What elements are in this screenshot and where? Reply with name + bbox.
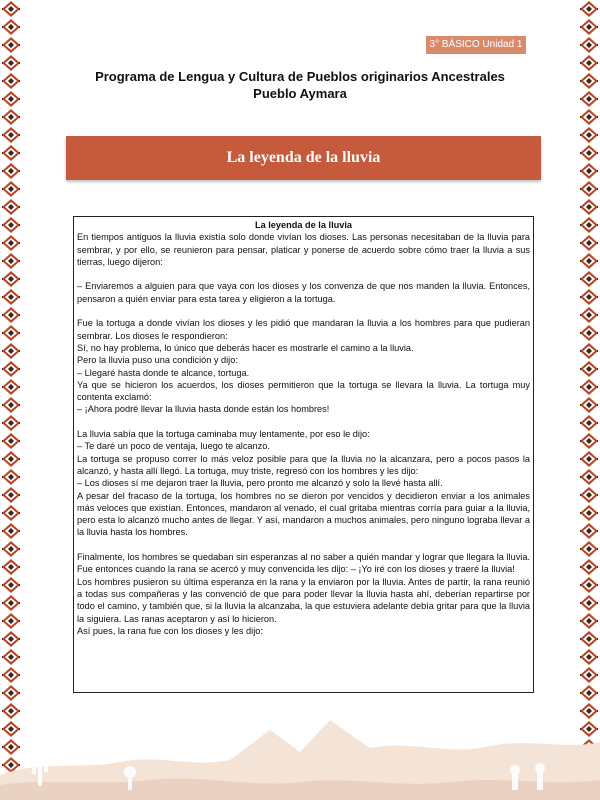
grade-unit-badge: 3° BÁSICO Unidad 1: [426, 36, 526, 54]
story-box: [73, 216, 534, 693]
story-paragraph: Sí, no hay problema, lo único que deberás hacer es mostrarle el camino a la lluvia.: [77, 342, 414, 353]
story-paragraph: Finalmente, los hombres se quedaban sin esperanzas al no saber a quién mandar y lograr que llegara la lluvia. Fue entonces cuando la rana se acercó y muy convencida les dijo: – ¡Yo iré con los dioses y traeré la lluvia!: [77, 552, 530, 575]
story-paragraph: La lluvia sabía que la tortuga caminaba muy lentamente, por eso le dijo:: [77, 429, 370, 440]
story-paragraph: – Llegaré hasta donde te alcance, tortuga.: [77, 367, 250, 378]
story-paragraph: A pesar del fracaso de la tortuga, los hombres no se dieron por vencidos y decidieron enviar a los animales más veloces que existían. Entonces, mandaron al venado, el cual gritaba mientras corría para guiar a la lluvia, pero esta lo alcanzó mucho antes de llegar. Y así, mandaron a muchos animales, pero ninguno lograba llevar a la lluvia hasta los hombres.: [77, 490, 530, 538]
story-paragraph: Fue la tortuga a donde vivían los dioses y les pidió que mandaran la lluvia a los hombres para que pudieran sembrar. Los dioses le respondieron:: [77, 318, 530, 341]
program-header: [40, 68, 560, 102]
story-paragraph: – Te daré un poco de ventaja, luego te alcanzo.: [77, 441, 270, 452]
page-title: La leyenda de la lluvia: [226, 149, 381, 166]
program-title: Programa de Lengua y Cultura de Pueblos originarios Ancestrales: [95, 69, 505, 84]
story-paragraph: – ¡Ahora podré llevar la lluvia hasta donde están los hombres!: [77, 404, 330, 415]
story-paragraph: Pero la lluvia puso una condición y dijo:: [77, 355, 238, 366]
paragraph-gap: [77, 416, 530, 428]
story-paragraph: Los hombres pusieron su última esperanza en la rana y la enviaron por la lluvia. Antes de partir, la rana reunió a todas sus compañeras y las convenció de que para poder llevar la lluvia hasta ahí, deberían repartirse por todo el camino, y también que, si la lluvia la alcanzaba, la que estuviera adelante debía gritar para que la lluvia la siguiera. Las ranas aceptaron y así lo hicieron.: [77, 576, 530, 624]
left-ethnic-border: [0, 0, 22, 800]
paragraph-gap: [77, 305, 530, 317]
right-ethnic-border: [578, 0, 600, 800]
story-paragraph: Así pues, la rana fue con los dioses y les dijo:: [77, 625, 263, 636]
story-paragraph: En tiempos antiguos la lluvia existía solo donde vivían los dioses. Las personas necesitaban de la lluvia para sembrar, y por ello, se reunieron para pensar, platicar y ponerse de acuerdo sobre cómo traer la lluvia a sus tierras, luego dijeron:: [77, 232, 530, 267]
story-paragraph: – Los dioses sí me dejaron traer la lluvia, pero pronto me alcanzó y solo la llevé hasta allí.: [77, 478, 443, 489]
story-paragraph: La tortuga se propuso correr lo más veloz posible para que la lluvia no la alcanzara, pero a pocos pasos la alcanzó, y hasta allí llegó. La tortuga, muy triste, regresó con los hombres y les dijo:: [77, 453, 530, 476]
people-name: Pueblo Aymara: [253, 86, 347, 101]
paragraph-gap: [77, 539, 530, 551]
paragraph-gap: [77, 268, 530, 280]
story-paragraph: – Enviaremos a alguien para que vaya con los dioses y los convenza de que nos manden la lluvia. Entonces, pensaron a quién enviar para esta tarea y eligieron a la tortuga.: [77, 281, 530, 304]
title-banner: [66, 136, 541, 180]
footer-landscape-illustration: [0, 690, 600, 800]
story-paragraph: Ya que se hicieron los acuerdos, los dioses permitieron que la tortuga se llevara la lluvia. La tortuga muy contenta exclamó:: [77, 379, 530, 403]
story-heading: La leyenda de la lluvia: [254, 220, 353, 230]
